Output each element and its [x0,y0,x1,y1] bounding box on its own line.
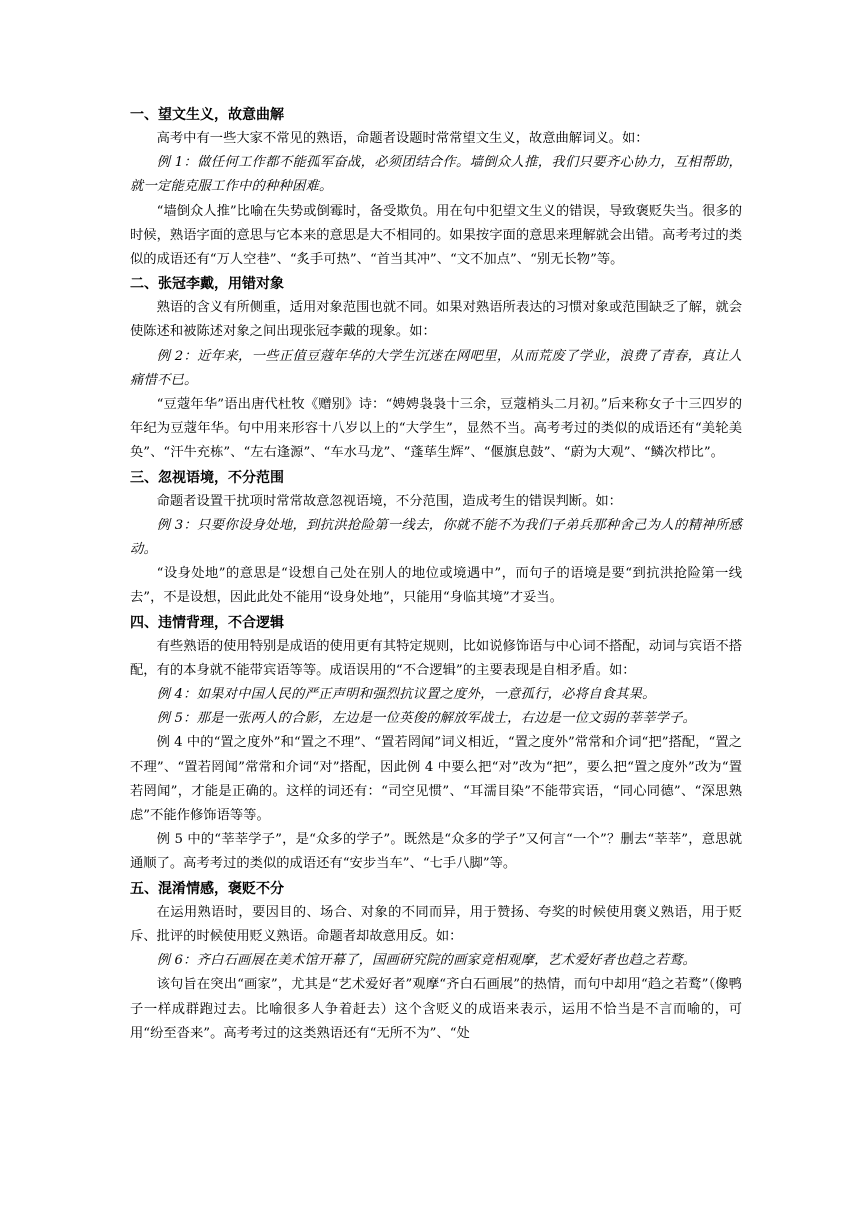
section-heading: 五、混淆情感，褒贬不分 [130,880,284,897]
section-heading: 三、忽视语境，不分范围 [130,469,284,486]
body-paragraph: 有些熟语的使用特别是成语的使用更有其特定规则，比如说修饰语与中心词不搭配，动词与宾语不搭配，有的本身就不能带宾语等等。成语误用的“不合逻辑”的主要表现是自相矛盾。如： [130,638,742,678]
body-paragraph: “豆蔻年华”语出唐代杜牧《赠别》诗：“娉娉袅袅十三余，豆蔻梢头二月初。”后来称女子十三四岁的年纪为豆蔻年华。句中用来形容十八岁以上的“大学生”，显然不当。高考考过的类似的成语还有“美轮美奂”、“汗牛充栋”、“左右逢源”、“车水马龙”、“蓬荜生辉”、“偃旗息鼓”、“蔚为大观”、“鳞次栉比”。 [130,397,742,461]
body-paragraph: “墙倒众人推”比喻在失势或倒霉时，备受欺负。用在句中犯望文生义的错误，导致褒贬失当。很多的时候，熟语字面的意思与它本来的意思是大不相同的。如果按字面的意思来理解就会出错。高考考过的类似的成语还有“万人空巷”、“炙手可热”、“首当其冲”、“文不加点”、“别无长物”等。 [130,203,742,268]
example-sentence: 例 6：齐白石画展在美术馆开幕了，国画研究院的画家竞相观摩，艺术爱好者也趋之若鹜。 [156,953,697,969]
example-sentence: 例 3：只要你设身处地，到抗洪抢险第一线去，你就不能不为我们子弟兵那种舍己为人的精神所感动。 [130,517,742,558]
body-paragraph: 例 5 中的“莘莘学子”，是“众多的学子”。既然是“众多的学子”又何言“一个”？删去“莘莘”，意思就通顺了。高考考过的类似的成语还有“安步当车”、“七手八脚”等。 [130,832,742,872]
example-sentence: 例 5：那是一张两人的合影，左边是一位英俊的解放军战士，右边是一位文弱的莘莘学子。 [156,711,697,727]
body-paragraph: 高考中有一些大家不常见的熟语，命题者设题时常常望文生义，故意曲解词义。如： [156,131,649,146]
section-heading: 二、张冠李戴，用错对象 [130,276,284,293]
section-heading: 四、违情背理，不合逻辑 [130,614,284,631]
example-sentence: 例 4：如果对中国人民的严正声明和强烈抗议置之度外，一意孤行，必将自食其果。 [156,687,656,703]
example-sentence: 例 2：近年来，一些正值豆蔻年华的大学生沉迷在网吧里，从而荒废了学业，浪费了青春，真让人痛惜不已。 [130,348,742,388]
section-heading: 一、望文生义，故意曲解 [130,107,284,123]
document-body [130,103,742,1046]
body-paragraph: 例 4 中的“置之度外”和“置之不理”、“置若罔闻”词义相近，“置之度外”常常和介词“把”搭配，“置之不理”、“置若罔闻”常常和介词“对”搭配，因此例 4 中要么把“对”改为“把”，要么把“置之度外”改为“置若罔闻”，才能是正确的。这样的词还有：“司空见惯”、“耳濡目染”不能带宾语，“同心同德”、“深思熟虑”不能作修饰语等等。 [130,735,742,824]
body-paragraph: 在运用熟语时，要因目的、场合、对象的不同而异，用于赞扬、夸奖的时候使用褒义熟语，用于贬斥、批评的时候使用贬义熟语。命题者却故意用反。如： [130,904,742,944]
example-sentence: 例 1：做任何工作都不能孤军奋战，必须团结合作。墙倒众人推，我们只要齐心协力，互相帮助，就一定能克服工作中的种种困难。 [130,155,742,195]
body-paragraph: 该句旨在突出“画家”，尤其是“艺术爱好者”观摩“齐白石画展”的热情，而句中却用“趋之若鹜”（像鸭子一样成群跑过去。比喻很多人争着赶去）这个含贬义的成语来表示，运用不恰当是不言而喻的，可用“纷至沓来”。高考考过的这类熟语还有“无所不为”、“处 [130,977,742,1041]
body-paragraph: 命题者设置干扰项时常常故意忽视语境，不分范围，造成考生的错误判断。如： [156,493,622,509]
body-paragraph: “设身处地”的意思是“设想自己处在别人的地位或境遇中”，而句子的语境是要“到抗洪抢险第一线去”，不是设想，因此此处不能用“设身处地”，只能用“身临其境”才妥当。 [130,566,742,606]
body-paragraph: 熟语的含义有所侧重，适用对象范围也就不同。如果对熟语所表达的习惯对象或范围缺乏了解，就会使陈述和被陈述对象之间出现张冠李戴的现象。如： [130,300,742,340]
